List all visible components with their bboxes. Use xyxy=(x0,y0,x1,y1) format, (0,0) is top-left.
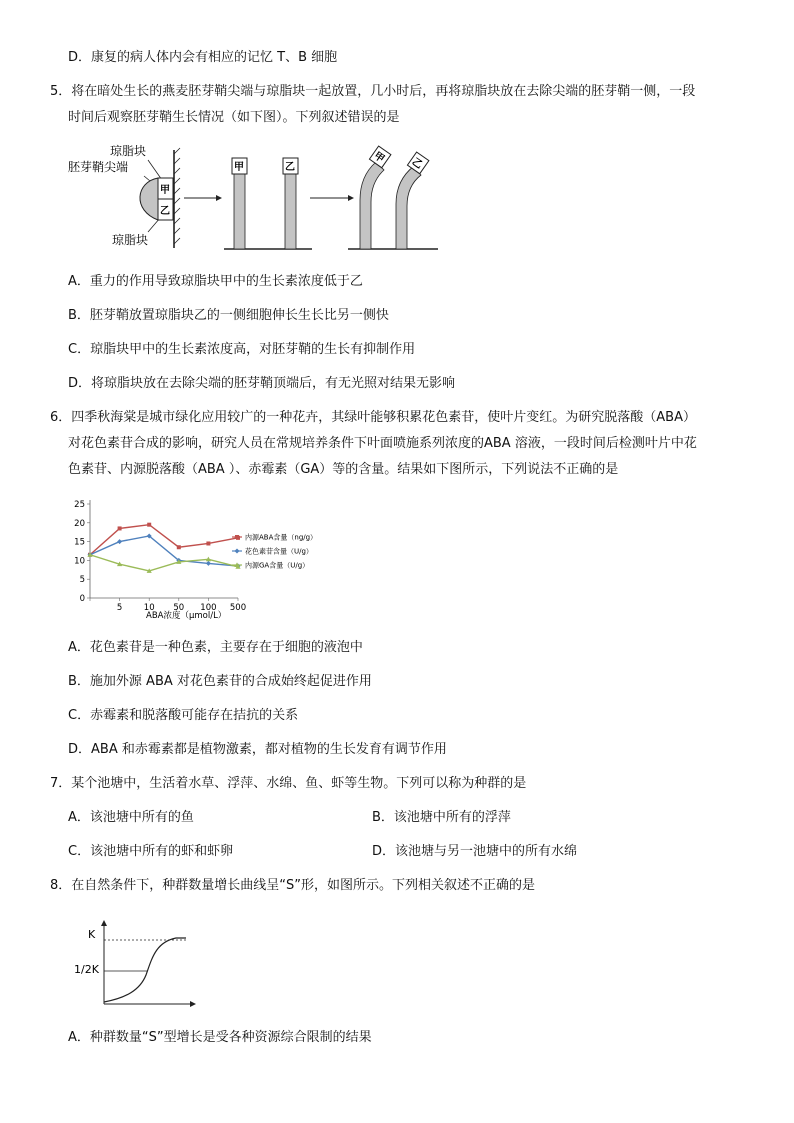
s-curve xyxy=(104,938,186,1002)
chart-point-0-2 xyxy=(147,523,151,527)
q6-option-b: B．施加外源 ABA 对花色素苷的合成始终起促进作用 xyxy=(68,674,372,689)
chart-legend-label-0: 内源ABA含量（ng/g） xyxy=(245,533,318,542)
chart-legend-marker-0 xyxy=(235,535,239,539)
bent-agar-jia xyxy=(369,146,390,168)
chart-y-tick-label: 0 xyxy=(79,594,85,604)
coleoptile-yi xyxy=(285,174,296,249)
chart-legend-marker-1 xyxy=(235,549,240,554)
q7-option-b: B．该池塘中所有的浮萍 xyxy=(372,810,511,825)
q5-stem-line-2: 时间后观察胚芽鞘生长情况（如下图）。下列叙述错误的是 xyxy=(68,110,400,125)
svg-text:乙: 乙 xyxy=(409,156,425,172)
q6-stem-line-1: 6．四季秋海棠是城市绿化应用较广的一种花卉，其绿叶能够积累花色素苷，使叶片变红。为研究脱落酸（ABA） xyxy=(50,410,696,425)
coleoptile-jia xyxy=(234,174,245,249)
chart-x-tick-label: 50 xyxy=(173,603,185,613)
chart-legend-label-1: 花色素苷含量（U/g） xyxy=(245,547,313,556)
svg-text:甲: 甲 xyxy=(371,150,387,166)
label-agar-block-top: 琼脂块 xyxy=(110,144,147,158)
q5-option-a: A．重力的作用导致琼脂块甲中的生长素浓度低于乙 xyxy=(68,274,363,289)
chart-x-tick-label: 500 xyxy=(229,603,247,613)
leader-line-top xyxy=(148,160,162,180)
arrow-1-head xyxy=(216,195,222,201)
chart-x-tick-label: 5 xyxy=(116,603,123,613)
agar-on-coleoptile-jia-label: 甲 xyxy=(234,162,244,173)
q7-option-a: A．该池塘中所有的鱼 xyxy=(68,810,194,825)
q8-option-a: A．种群数量“S”型增长是受各种资源综合限制的结果 xyxy=(68,1030,372,1045)
chart-legend-label-2: 内源GA含量（U/g） xyxy=(245,561,310,570)
q7-option-c: C．该池塘中所有的虾和虾卵 xyxy=(68,844,234,859)
chart-series-line-0 xyxy=(90,525,238,555)
chart-y-tick-label: 20 xyxy=(74,518,85,529)
q8-stem: 8．在自然条件下，种群数量增长曲线呈“S”形，如图所示。下列相关叙述不正确的是 xyxy=(50,878,535,893)
chart-y-tick-label: 5 xyxy=(79,575,85,586)
label-half-k: 1/2K xyxy=(74,963,99,976)
chart-y-tick-label: 10 xyxy=(74,556,85,567)
chart-point-1-4 xyxy=(206,561,211,566)
bent-coleoptile-yi xyxy=(396,166,421,249)
label-k: K xyxy=(88,928,96,941)
q6-option-c: C．赤霉素和脱落酸可能存在拮抗的关系 xyxy=(68,708,299,723)
chart-x-axis-label: ABA浓度（μmol/L） xyxy=(146,611,227,621)
label-agar-block-bottom: 琼脂块 xyxy=(112,233,149,247)
chart-point-0-4 xyxy=(206,541,210,545)
label-coleoptile-tip: 胚芽鞘尖端 xyxy=(68,160,129,174)
s-curve-figure xyxy=(66,920,206,1012)
agar-block-yi-label: 乙 xyxy=(160,206,170,217)
chart-point-0-3 xyxy=(177,545,181,549)
q5-option-d: D．将琼脂块放在去除尖端的胚芽鞘顶端后，有无光照对结果无影响 xyxy=(68,376,456,391)
y-axis-arrow xyxy=(101,920,107,926)
x-axis-arrow xyxy=(190,1001,196,1007)
chart-series-line-2 xyxy=(90,555,238,571)
aba-chart xyxy=(66,496,366,626)
bent-coleoptile-jia xyxy=(360,162,384,249)
q7-stem: 7．某个池塘中，生活着水草、浮萍、水绵、鱼、虾等生物。下列可以称为种群的是 xyxy=(50,776,527,791)
q4-option-d: D．康复的病人体内会有相应的记忆 T、B 细胞 xyxy=(68,50,338,65)
q6-stem-line-2: 对花色素苷合成的影响，研究人员在常规培养条件下叶面喷施系列浓度的ABA 溶液，一段时间后检测叶片中花 xyxy=(68,436,697,451)
chart-x-tick-label: 10 xyxy=(143,603,155,613)
agar-block-jia-label: 甲 xyxy=(160,185,170,196)
chart-y-tick-label: 15 xyxy=(74,537,85,548)
wall-hatching xyxy=(174,148,180,244)
chart-point-0-1 xyxy=(118,526,122,530)
q6-option-d: D．ABA 和赤霉素都是植物激素，都对植物的生长发育有调节作用 xyxy=(68,742,447,757)
arrow-2-head xyxy=(348,195,354,201)
q5-option-c: C．琼脂块甲中的生长素浓度高，对胚芽鞘的生长有抑制作用 xyxy=(68,342,416,357)
q5-option-b: B．胚芽鞘放置琼脂块乙的一侧细胞伸长生长比另一侧快 xyxy=(68,308,389,323)
q7-option-d: D．该池塘与另一池塘中的所有水绵 xyxy=(372,844,578,859)
q6-option-a: A．花色素苷是一种色素，主要存在于细胞的液泡中 xyxy=(68,640,363,655)
q6-stem-line-3: 色素苷、内源脱落酸（ABA ）、赤霉素（GA）等的含量。结果如下图所示，下列说法不正确的是 xyxy=(68,462,619,477)
chart-x-tick-label: 100 xyxy=(200,603,217,613)
coleoptile-tip xyxy=(140,178,158,220)
coleoptile-figure xyxy=(66,140,466,258)
chart-y-tick-label: 25 xyxy=(74,500,85,510)
q5-stem-line-1: 5．将在暗处生长的燕麦胚芽鞘尖端与琼脂块一起放置，几小时后，再将琼脂块放在去除尖端的胚芽鞘一侧，一段 xyxy=(50,84,696,99)
chart-point-1-1 xyxy=(117,539,122,544)
agar-on-coleoptile-yi-label: 乙 xyxy=(285,162,295,173)
